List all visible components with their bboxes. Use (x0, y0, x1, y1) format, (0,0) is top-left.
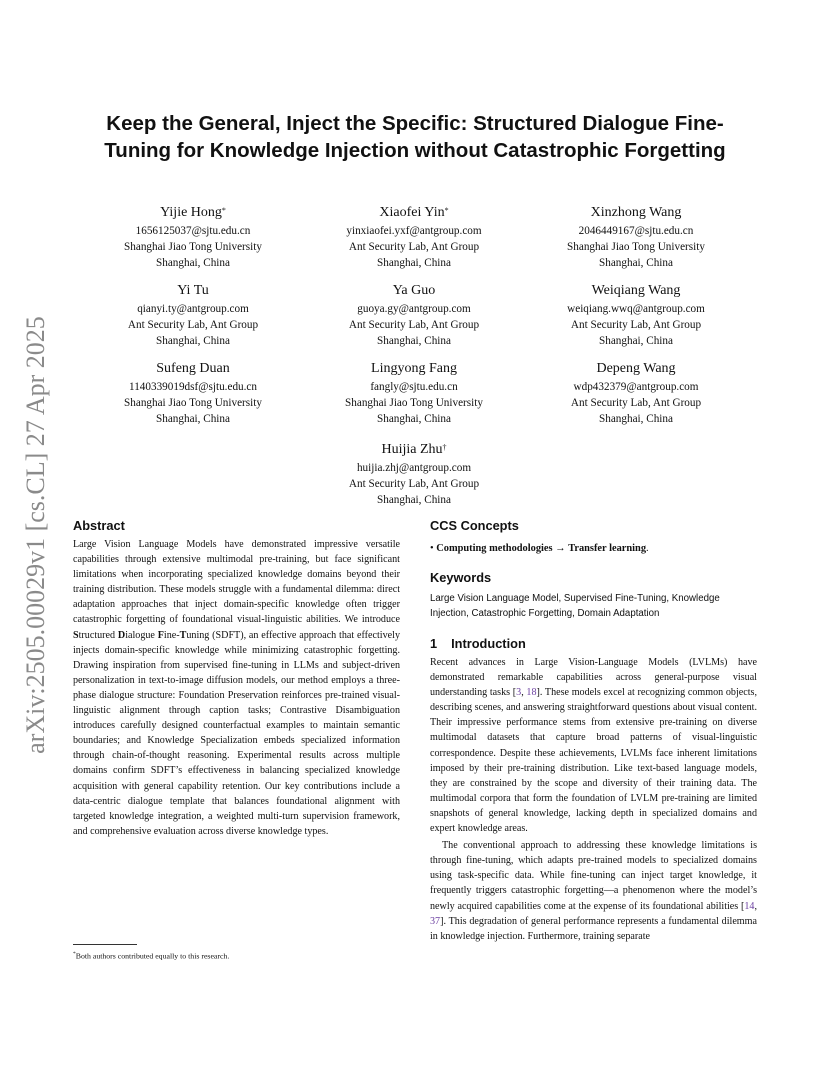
abstract-heading: Abstract (73, 518, 125, 533)
author-location: Shanghai, China (599, 257, 673, 270)
abstract-section (73, 517, 400, 839)
keywords-text: Large Vision Language Model, Supervised Fine-Tuning, Knowledge Injection, Catastrophic Forgetting, Domain Adaptation (430, 593, 720, 619)
abstract-text: Large Vision Language Models have demonstrated impressive versatile capabilities through extensive multimodal pre-training, but face significant limitations when incorporating specialized knowledge domains beyond their training distribution. These models struggle with a fundamental dilemma: direct adaptation approaches that inject domain-specific knowledge often trigger catastrophic forgetting of foundational visual-linguistic abilities. We introduce Structured Dialogue Fine-Tuning (SDFT), an effective approach that effectively injects domain-specific knowledge while minimizing catastrophic forgetting. Drawing inspiration from supervised fine-tuning in LLMs and subject-driven personalization in text-to-image diffusion models, our method employs a three-phase dialogue structure: Foundation Preservation reinforces pre-trained visual-linguistic alignment through caption tasks; Contrastive Disambiguation introduces carefully designed counterfactual examples to maintain semantic boundaries; and Knowledge Specialization embeds specialized information through chain-of-thought reasoning. Experimental results across multiple domains confirm SDFT’s effectiveness in balancing specialized knowledge acquisition with general capability retention. Our key contributions include a data-centric dialogue template that balances foundational alignment with targeted knowledge integration, a weighted multi-turn supervision framework, and comprehensive evaluation across diverse knowledge types. (73, 539, 400, 837)
author-block (299, 203, 529, 272)
citation-link[interactable]: 3 (516, 687, 522, 699)
author-block (521, 281, 751, 350)
footnote-text: Both authors contributed equally to this research. (75, 951, 230, 961)
right-column (430, 517, 757, 944)
author-name: Huijia Zhu (381, 442, 443, 457)
author-location: Shanghai, China (377, 413, 451, 426)
author-email: guoya.gy@antgroup.com (357, 303, 471, 315)
intro-paragraph-2: The conventional approach to addressing these knowledge limitations is through fine-tuning, which adapts pre-trained models to specialized domains using task-specific data. While fine-tuning can inject target knowledge, it frequently triggers catastrophic forgetting—a phenomenon where the model’s newly acquired capabilities come at the expense of its foundational abilities [14, 37]. This degradation of general performance represents a fundamental dilemma in knowledge injection. Furthermore, training separate (430, 840, 757, 942)
citation-link[interactable]: 18 (526, 687, 537, 699)
author-mark: * (444, 206, 449, 215)
citation-link[interactable]: 37 (430, 915, 441, 927)
author-affiliation: Ant Security Lab, Ant Group (127, 319, 259, 332)
author-mark: * (221, 206, 226, 215)
author-name: Yijie Hong (160, 205, 222, 220)
ccs-heading: CCS Concepts (430, 518, 519, 533)
author-block (521, 203, 751, 272)
author-email: weiqiang.wwq@antgroup.com (567, 303, 705, 315)
section-number: 1 (430, 636, 438, 651)
author-name: Lingyong Fang (371, 361, 457, 376)
author-affiliation: Shanghai Jiao Tong University (567, 241, 705, 254)
author-location: Shanghai, China (599, 335, 673, 348)
author-affiliation: Ant Security Lab, Ant Group (570, 397, 702, 410)
keywords-heading: Keywords (430, 570, 492, 585)
arxiv-stamp (20, 300, 52, 770)
author-email: fangly@sjtu.edu.cn (370, 381, 458, 393)
author-email: yinxiaofei.yxf@antgroup.com (346, 225, 482, 237)
author-block (78, 359, 308, 428)
author-block (299, 281, 529, 350)
author-affiliation: Ant Security Lab, Ant Group (570, 319, 702, 332)
section-heading-introduction (430, 635, 757, 653)
author-block (521, 359, 751, 428)
footnote-rule (73, 944, 137, 945)
author-location: Shanghai, China (377, 335, 451, 348)
author-name: Yi Tu (177, 283, 209, 298)
author-email: 1656125037@sjtu.edu.cn (135, 225, 251, 237)
intro-paragraph-1: Recent advances in Large Vision-Language Models (LVLMs) have demonstrated remarkable capabilities across general-purpose visual understanding tasks [3, 18]. These models excel at recognizing common objects, describing scenes, and answering straightforward questions about visual content. Their impressive performance stems from extensive pre-training on diverse multimodal datasets that capture broad patterns of visual-linguistic correspondence. Despite these achievements, LVLMs face inherent limitations imposed by their pre-training distribution. Like text-based language models, they are constrained by the scope and diversity of their training data. The multimodal corpora that form the foundation of LVLM pre-training are limited snapshots of general knowledge, lacking depth in specialized domains and expert knowledge areas. (430, 657, 757, 835)
paper-title: Keep the General, Inject the Specific: Structured Dialogue Fine-Tuning for Knowledge Injection without Catastrophic Forgetting (104, 112, 726, 162)
author-name: Xiaofei Yin (379, 205, 445, 220)
author-location: Shanghai, China (156, 413, 230, 426)
author-email: 2046449167@sjtu.edu.cn (578, 225, 694, 237)
author-affiliation: Shanghai Jiao Tong University (345, 397, 483, 410)
footnote (73, 949, 403, 962)
author-block (78, 281, 308, 350)
ccs-concepts: • Computing methodologies → Transfer learning. (430, 543, 649, 554)
footnote-mark: * (73, 951, 76, 957)
section-title: Introduction (451, 636, 526, 651)
author-email: qianyi.ty@antgroup.com (137, 303, 249, 315)
author-affiliation: Ant Security Lab, Ant Group (348, 241, 480, 254)
author-name: Weiqiang Wang (591, 283, 681, 298)
author-affiliation: Ant Security Lab, Ant Group (348, 319, 480, 332)
author-location: Shanghai, China (156, 257, 230, 270)
author-block (78, 203, 308, 272)
citation-link[interactable]: 14 (744, 900, 755, 912)
arxiv-stamp-text: arXiv:2505.00029v1 [cs.CL] 27 Apr 2025 (21, 316, 50, 754)
author-affiliation: Shanghai Jiao Tong University (124, 397, 262, 410)
author-location: Shanghai, China (599, 413, 673, 426)
author-location: Shanghai, China (156, 335, 230, 348)
author-location: Shanghai, China (377, 494, 451, 507)
author-email: huijia.zhj@antgroup.com (356, 462, 472, 474)
author-affiliation: Ant Security Lab, Ant Group (348, 478, 480, 491)
author-location: Shanghai, China (377, 257, 451, 270)
author-name: Sufeng Duan (156, 361, 230, 376)
author-name: Depeng Wang (596, 361, 676, 376)
author-email: wdp432379@antgroup.com (573, 381, 699, 393)
author-name: Ya Guo (392, 283, 436, 298)
author-block (299, 359, 529, 428)
author-mark: † (442, 443, 447, 452)
author-name: Xinzhong Wang (590, 205, 682, 220)
author-affiliation: Shanghai Jiao Tong University (124, 241, 262, 254)
author-block (299, 440, 529, 509)
author-email: 1140339019dsf@sjtu.edu.cn (129, 381, 257, 393)
